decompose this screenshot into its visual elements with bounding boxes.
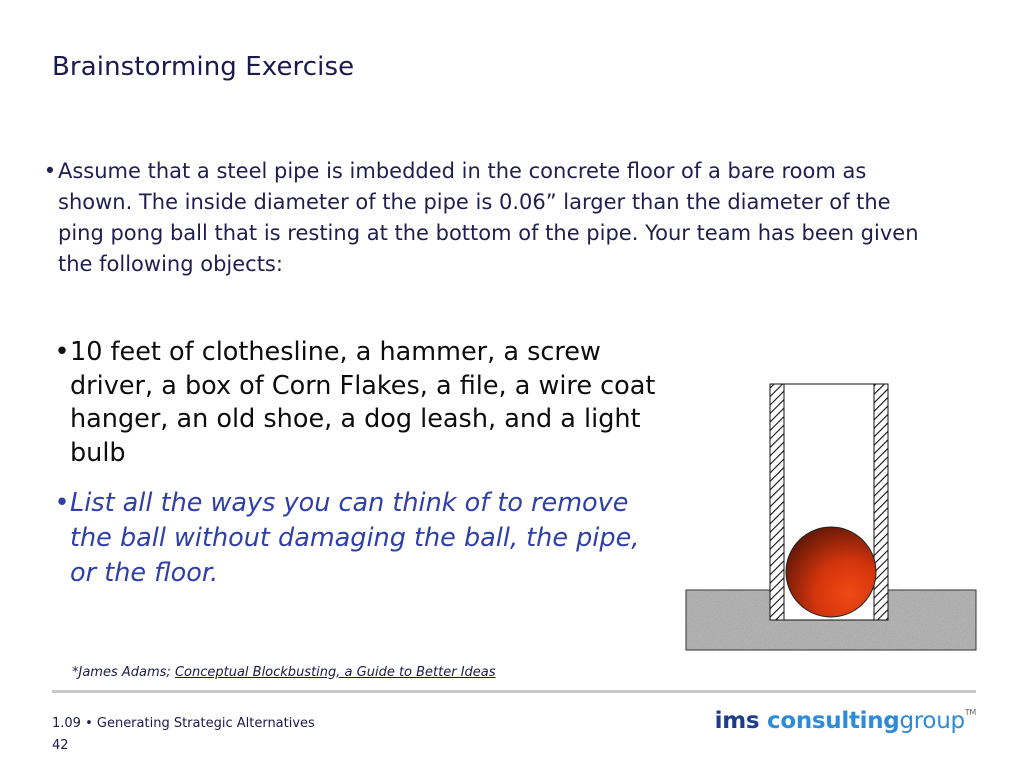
bullet-task-text: List all the ways you can think of to remove the ball without damaging the ball, the pipe, or the floor. — [70, 488, 640, 588]
slide-title: Brainstorming Exercise — [52, 52, 355, 82]
bullet-task — [54, 486, 684, 591]
citation-author: *James Adams; — [72, 665, 175, 680]
bullet-scenario — [42, 156, 942, 280]
page-number: 42 — [52, 738, 69, 753]
pipe-illustration — [684, 380, 980, 654]
footer-section: 1.09 • Generating Strategic Alternatives — [52, 716, 315, 731]
bullet-objects-text: 10 feet of clothesline, a hammer, a screw driver, a box of Corn Flakes, a file, a wire coat hanger, an old shoe, a dog leash, and a light bulb — [70, 337, 656, 468]
bullet-marker: • — [43, 159, 57, 183]
bullet-marker: • — [54, 337, 70, 367]
bullet-marker: • — [54, 488, 70, 518]
footer-divider — [52, 690, 976, 693]
bullet-objects — [54, 336, 684, 470]
logo-ims: ims — [714, 708, 760, 734]
ball-icon — [786, 527, 876, 617]
logo-consulting: consulting — [767, 708, 900, 734]
company-logo — [715, 708, 976, 734]
citation — [72, 665, 496, 680]
bullet-scenario-text: Assume that a steel pipe is imbedded in the concrete floor of a bare room as shown. The inside diameter of the pipe is 0.06” larger than the diameter of the ping pong ball that is resting at the bottom of the pipe. Your team has been given the following objects: — [58, 159, 919, 276]
citation-book: Conceptual Blockbusting, a Guide to Better Ideas — [174, 665, 496, 680]
logo-trademark: TM — [964, 708, 976, 717]
logo-group: group — [899, 708, 965, 734]
